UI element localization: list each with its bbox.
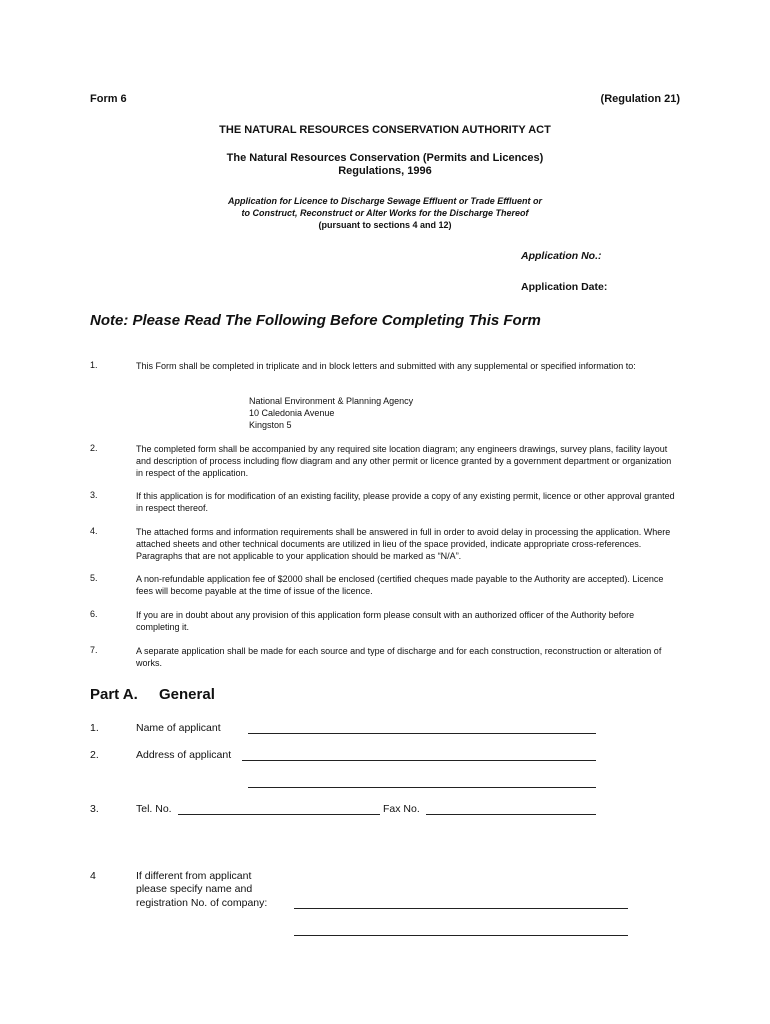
tel-no-field[interactable] [178, 804, 380, 815]
address-of-applicant-field-line-2[interactable] [248, 777, 596, 788]
fax-no-label: Fax No. [383, 803, 420, 815]
part-a-label: Part A. [90, 686, 138, 703]
field-number: 3. [90, 803, 99, 815]
tel-no-label: Tel. No. [136, 803, 172, 815]
name-of-applicant-label: Name of applicant [136, 722, 221, 734]
note-item-text: The attached forms and information requirements shall be answered in full in order to avoid delay in processing the application. Where attached sheets and other technical documents are utilized in lieu of the space provided, indicate appropriate cross-references. Paragraphs that are not applicable to your application should be marked as “N/A”. [136, 527, 671, 561]
application-title-line-1: Application for Licence to Discharge Sewage Effluent or Trade Effluent or [227, 196, 543, 206]
address-line-1: National Environment & Planning Agency [249, 396, 414, 406]
note-item-number: 3. [90, 490, 98, 500]
address-line-2: 10 Caledonia Avenue [249, 408, 335, 418]
note-item-text: If you are in doubt about any provision of this application form please consult with an authorized officer of the Authority before completing it. [136, 610, 635, 632]
note-item-text: A separate application shall be made for each source and type of discharge and for each construction, reconstruction or alteration of works. [136, 646, 662, 668]
fax-no-field[interactable] [426, 804, 596, 815]
name-of-applicant-field[interactable] [248, 723, 596, 734]
application-date-label: Application Date: [521, 281, 608, 293]
regulation-label: (Regulation 21) [600, 93, 680, 105]
application-no-label: Application No.: [521, 250, 602, 262]
company-registration-field-line-2[interactable] [294, 925, 628, 936]
application-title-line-3: (pursuant to sections 4 and 12) [318, 220, 452, 230]
address-line-3: Kingston 5 [249, 420, 292, 430]
note-item-number: 2. [90, 443, 98, 453]
address-of-applicant-field[interactable] [242, 750, 596, 761]
company-label-line-2: please specify name and [136, 883, 253, 895]
note-title: Note: Please Read The Following Before Completing This Form [90, 312, 541, 329]
field-number: 4 [90, 870, 96, 882]
note-item-text: A non-refundable application fee of $2000 shall be enclosed (certified cheques made payable to the Authority are accepted). Licence fees will become payable at the time of issue of the licence. [136, 574, 664, 596]
note-item-number: 1. [90, 360, 98, 370]
note-item-number: 6. [90, 609, 98, 619]
note-item-text: This Form shall be completed in triplicate and in block letters and submitted with any supplemental or specified information to: [136, 361, 636, 371]
regulations-line-2: Regulations, 1996 [338, 165, 432, 177]
note-item-text: If this application is for modification of an existing facility, please provide a copy of any existing permit, licence or other approval granted in respect thereof. [136, 491, 675, 513]
application-title-line-2: to Construct, Reconstruct or Alter Works for the Discharge Thereof [241, 208, 529, 218]
form-label: Form 6 [90, 93, 127, 105]
note-item-text: The completed form shall be accompanied by any required site location diagram; any engineers drawings, survey plans, facility layout and description of process including flow diagram and any other permit or licence granted by a government department or organization in respect of the application. [136, 444, 672, 478]
address-of-applicant-label: Address of applicant [136, 749, 232, 761]
part-a-title: General [159, 686, 215, 703]
field-number: 2. [90, 749, 99, 761]
regulations-line-1: The Natural Resources Conservation (Permits and Licences) [226, 152, 544, 164]
note-item-number: 7. [90, 645, 98, 655]
company-label-line-1: If different from applicant [136, 870, 252, 882]
company-registration-field[interactable] [294, 898, 628, 909]
act-title: THE NATURAL RESOURCES CONSERVATION AUTHORITY ACT [219, 124, 551, 136]
company-label-line-3: registration No. of company: [136, 897, 268, 909]
note-item-number: 5. [90, 573, 98, 583]
note-item-number: 4. [90, 526, 98, 536]
field-number: 1. [90, 722, 99, 734]
